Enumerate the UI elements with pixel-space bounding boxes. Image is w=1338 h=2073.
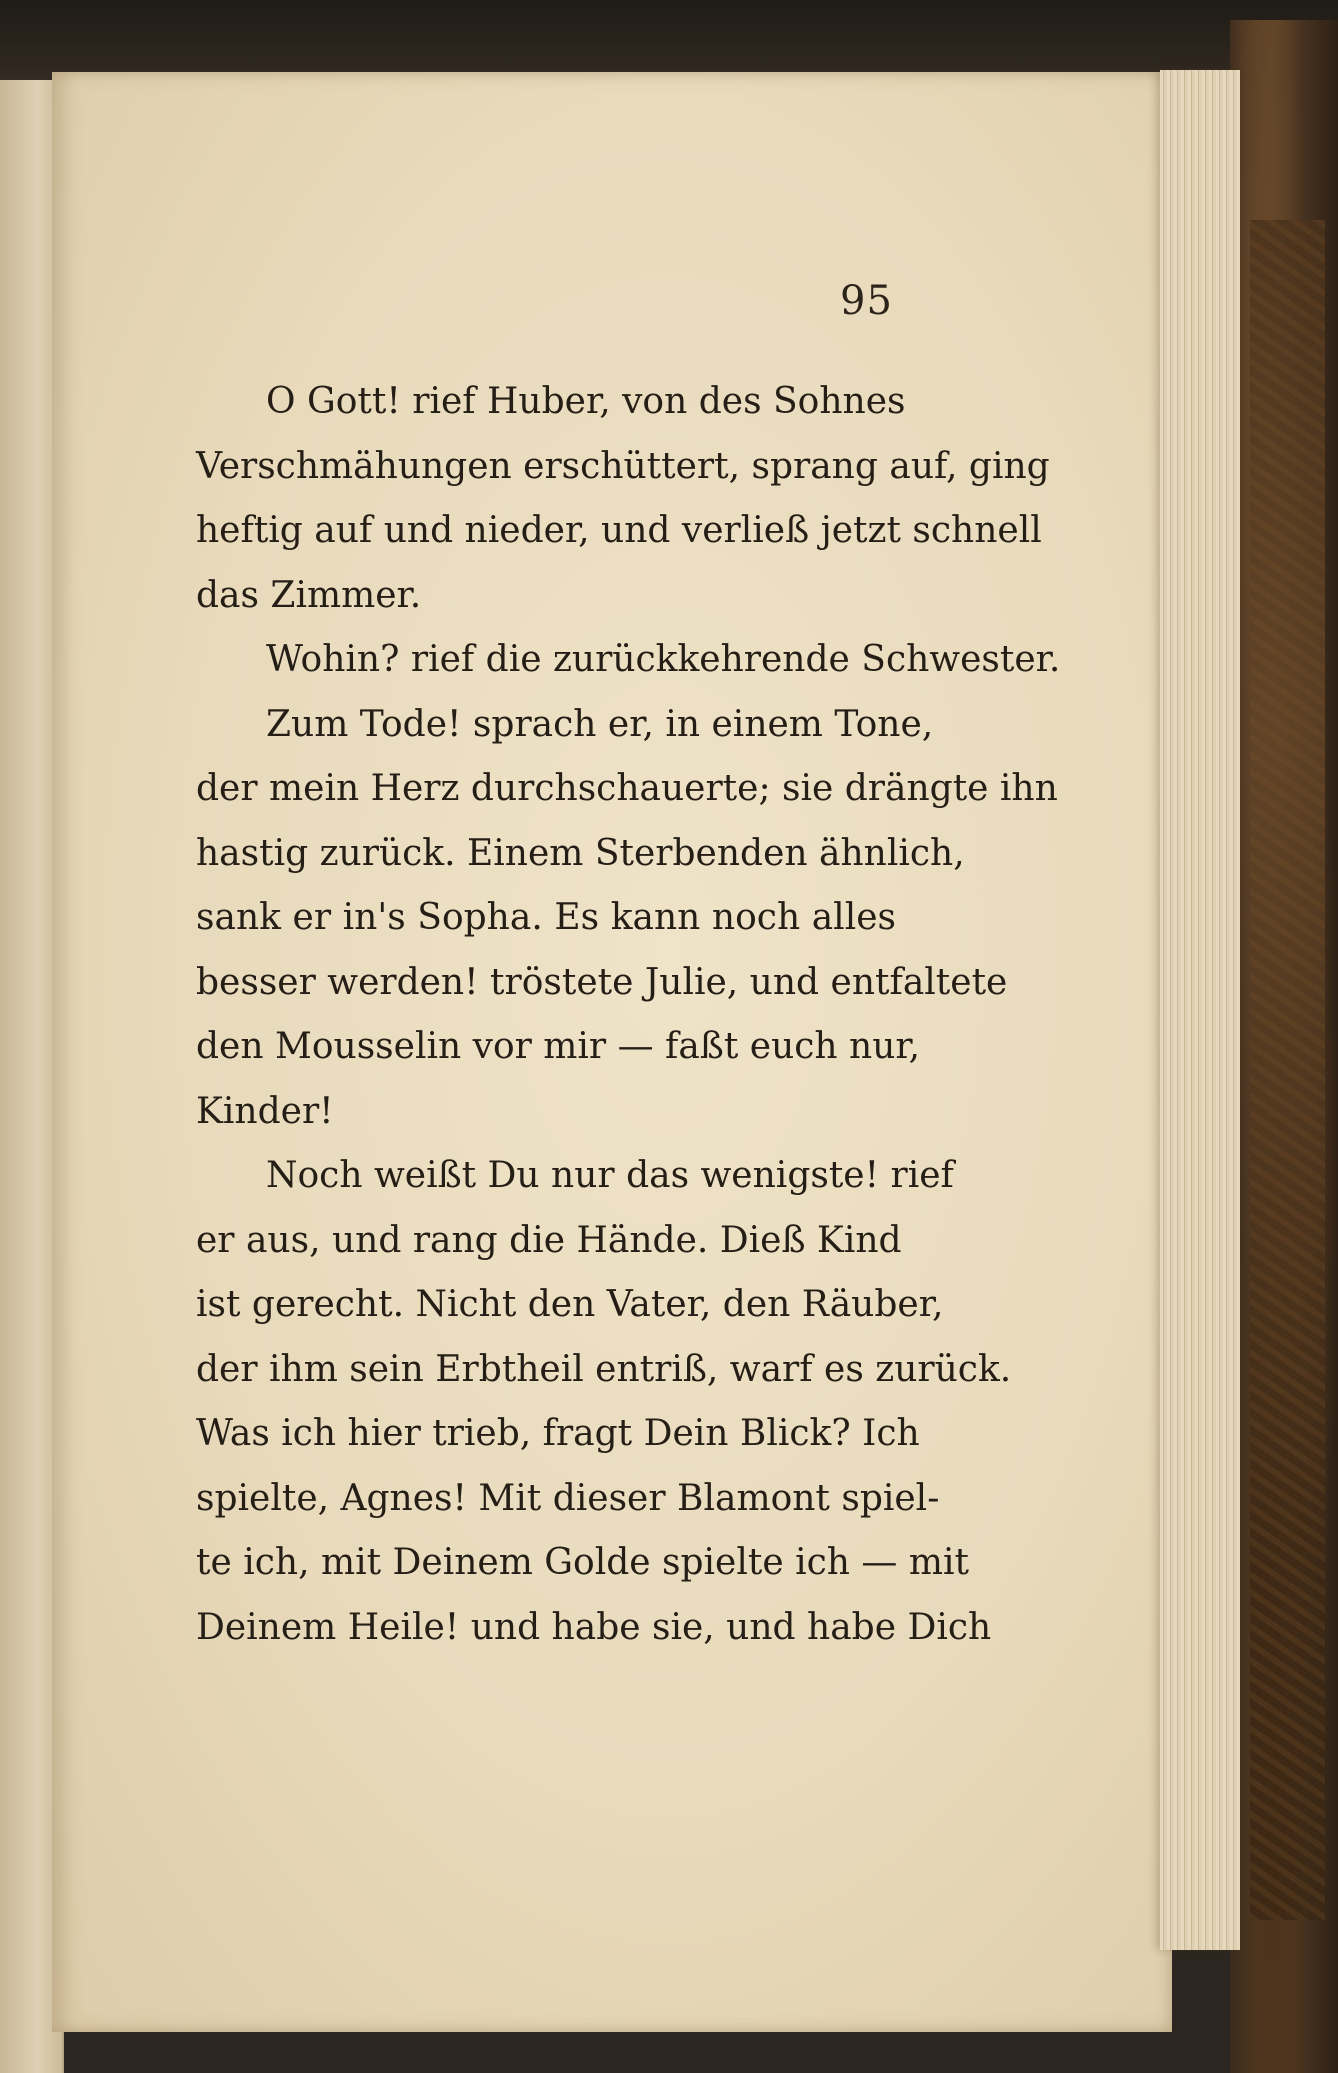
text-line: Noch weißt Du nur das wenigste! rief [266,1155,954,1196]
text-line: heftig auf und nieder, und verließ jetzt schnell [196,510,1042,551]
text-line: Wohin? rief die zurückkehrende Schwester. [266,639,1061,680]
page-edges [1160,70,1240,1950]
text-line: Zum Tode! sprach er, in einem Tone, [266,703,934,745]
text-line: te ich, mit Deinem Golde spielte ich — mit [196,1542,969,1583]
text-line: sank er in's Sopha. Es kann noch alles [196,897,896,938]
text-line: Kinder! [196,1090,334,1132]
page-number: 95 [840,278,893,324]
text-line: den Mousselin vor mir — faßt euch nur, [196,1026,921,1067]
body-text [196,370,1061,1660]
text-line: Verschmähungen erschüttert, sprang auf, ging [196,445,1050,487]
text-line: Was ich hier trieb, fragt Dein Blick? Ich [196,1413,920,1454]
text-line: O Gott! rief Huber, von des Sohnes [266,381,906,422]
text-line: das Zimmer. [196,574,422,616]
text-line: er aus, und rang die Hände. Dieß Kind [196,1219,902,1261]
text-line: ist gerecht. Nicht den Vater, den Räuber, [196,1284,944,1325]
text-line: der mein Herz durchschauerte; sie drängte ihn [196,768,1058,809]
text-line: Deinem Heile! und habe sie, und habe Dich [196,1606,992,1648]
text-line: hastig zurück. Einem Sterbenden ähnlich, [196,832,965,874]
text-line: besser werden! tröstete Julie, und entfaltete [196,961,1008,1003]
text-line: der ihm sein Erbtheil entriß, warf es zurück. [196,1348,1012,1390]
text-line: spielte, Agnes! Mit dieser Blamont spiel- [196,1477,940,1519]
marbled-cover [1250,220,1325,1920]
